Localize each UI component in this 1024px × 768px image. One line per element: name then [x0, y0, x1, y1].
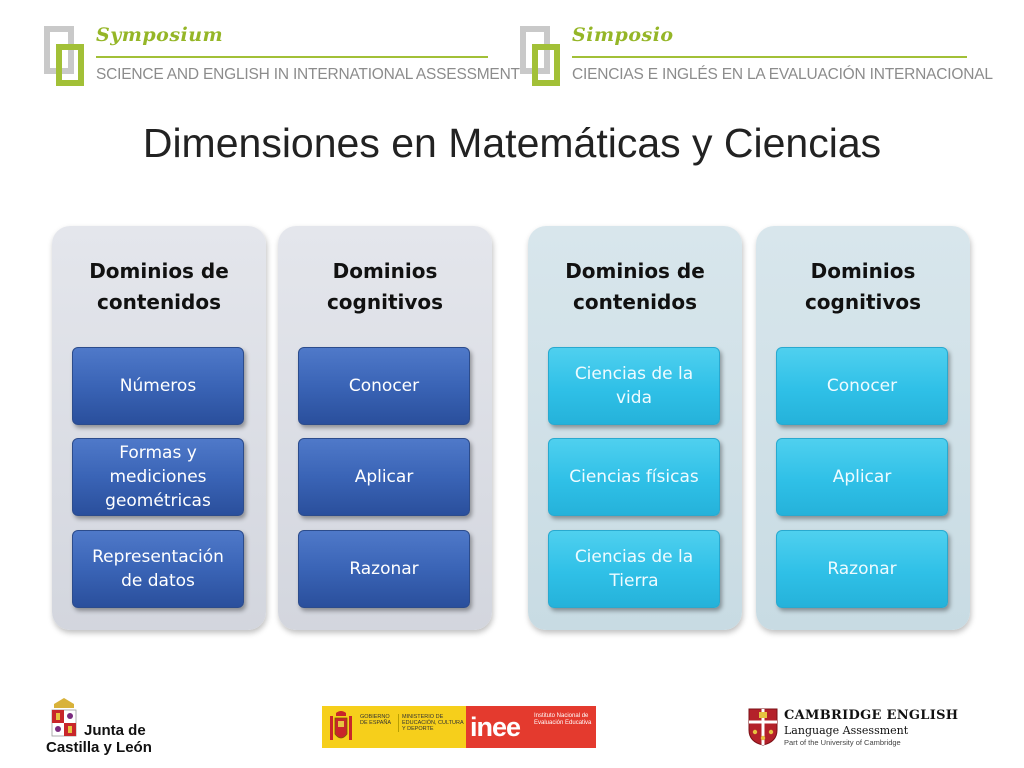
domain-box: Números	[72, 347, 244, 425]
math-content-domains-panel	[52, 226, 266, 630]
simposio-logo-icon	[520, 26, 570, 86]
cambridge-english-logo	[748, 706, 978, 750]
math-cognitive-domains-panel	[278, 226, 492, 630]
gobierno-inee-logo	[322, 706, 596, 748]
cambridge-line2: Language Assessment	[784, 724, 909, 737]
symposium-tagline-es: CIENCIAS E INGLÉS EN LA EVALUACIÓN INTERNACIONAL	[572, 66, 993, 83]
domain-box: Razonar	[298, 530, 470, 608]
panel-heading: Dominios de contenidos	[565, 259, 705, 314]
domain-box: Aplicar	[776, 438, 948, 516]
cambridge-shield-icon	[748, 708, 778, 746]
cambridge-line3: Part of the University of Cambridge	[784, 738, 901, 747]
gobierno-label: GOBIERNO DE ESPAÑA	[360, 714, 392, 726]
ministerio-label: MINISTERIO DE EDUCACIÓN, CULTURA Y DEPORTE	[398, 714, 464, 732]
panel-heading: Dominios cognitivos	[326, 259, 444, 314]
domain-box: Conocer	[776, 347, 948, 425]
symposium-tagline-en: SCIENCE AND ENGLISH IN INTERNATIONAL ASSESSMENT	[96, 66, 520, 83]
junta-castilla-leon-logo	[46, 696, 166, 760]
junta-line1: Junta de	[84, 722, 146, 739]
symposium-logo-icon	[44, 26, 94, 86]
domain-box: Ciencias de la vida	[548, 347, 720, 425]
science-content-domains-panel	[528, 226, 742, 630]
panel-heading: Dominios de contenidos	[89, 259, 229, 314]
domain-box: Ciencias físicas	[548, 438, 720, 516]
science-cognitive-domains-panel	[756, 226, 970, 630]
symposium-script-es: Simposio	[572, 24, 674, 46]
inee-wordmark: inee	[470, 712, 521, 742]
domain-box: Razonar	[776, 530, 948, 608]
symposium-banner-en	[44, 22, 520, 92]
junta-line2: Castilla y León	[46, 739, 152, 756]
cambridge-line1: CAMBRIDGE ENGLISH	[784, 708, 959, 723]
inee-text: Instituto Nacional de Evaluación Educativa	[534, 713, 592, 726]
domain-box: Aplicar	[298, 438, 470, 516]
symposium-script-en: Symposium	[96, 24, 224, 46]
domain-box: Ciencias de la Tierra	[548, 530, 720, 608]
banner-rule	[96, 56, 488, 58]
symposium-banner-es	[520, 22, 993, 92]
spain-crest-icon	[328, 710, 354, 744]
domain-box: Formas y mediciones geométricas	[72, 438, 244, 516]
inee-strip	[466, 706, 596, 748]
gobierno-espana-strip	[322, 706, 466, 748]
domain-box: Representación de datos	[72, 530, 244, 608]
panel-heading: Dominios cognitivos	[804, 259, 922, 314]
page-title: Dimensiones en Matemáticas y Ciencias	[142, 120, 882, 166]
banner-rule	[572, 56, 967, 58]
domain-box: Conocer	[298, 347, 470, 425]
